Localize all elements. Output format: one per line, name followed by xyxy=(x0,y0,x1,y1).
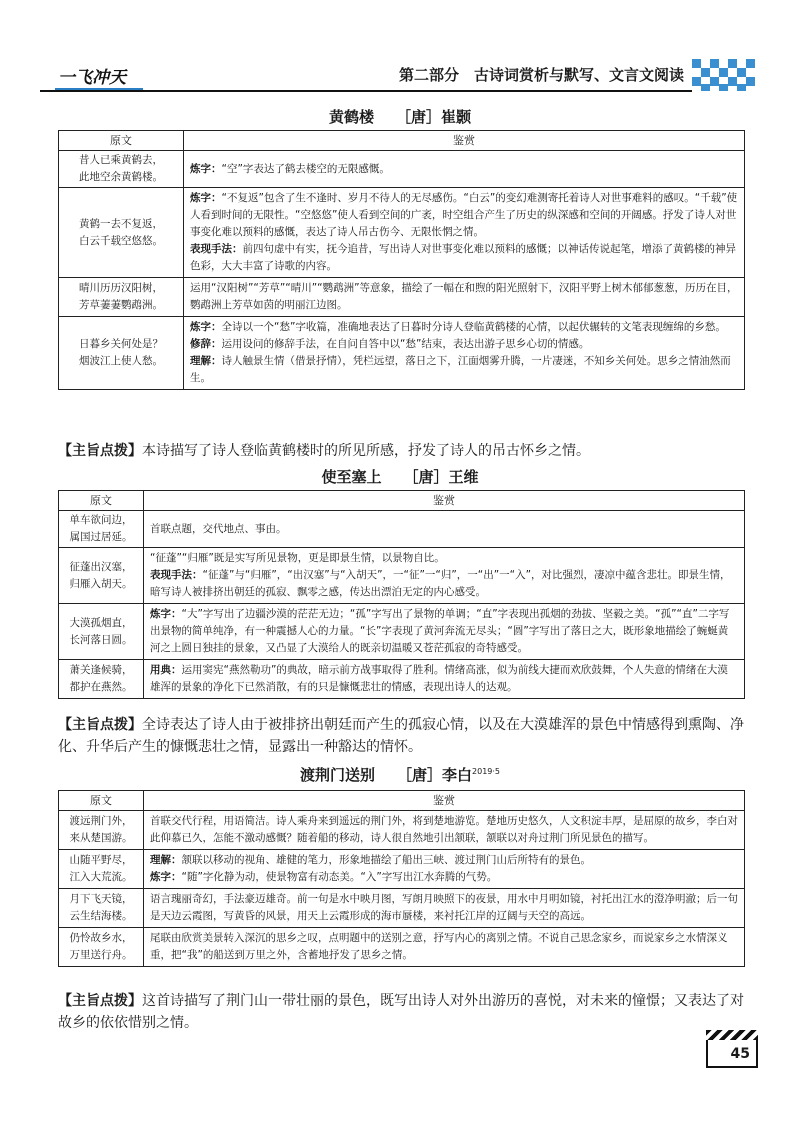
appreciation-text: 首联点题，交代地点、事由。 xyxy=(150,522,287,535)
verse-line: 山随平野尽， xyxy=(69,854,133,866)
appreciation-text: “不复返”包含了生不逢时、岁月不待人的无尽感伤。“白云”的变幻难测寄托着诗人对世事难料的感叹。“千载”使人看到时间的无限性。“空悠悠”使人看到空间的广袤，时空组合产生了历史的纵深感和空间的开阔感。抒发了诗人对世事变化难以预料的感慨，表达了诗人吊古伤今、无限怅惘之情。 xyxy=(190,192,738,238)
original-text-cell xyxy=(59,604,144,660)
appreciation-cell xyxy=(144,660,745,699)
original-text-cell xyxy=(59,151,184,188)
appreciation-cell xyxy=(144,548,745,604)
table-row xyxy=(59,928,745,967)
main-idea-text: 这首诗描写了荆门山一带壮丽的景色，既写出诗人对外出游历的喜悦，对未来的憧憬；又表达了对故乡的依依惜别之情。 xyxy=(58,993,744,1031)
main-idea-note xyxy=(58,440,748,462)
table-row xyxy=(59,151,745,188)
poem-author: ［唐］王维 xyxy=(403,468,479,486)
table-row xyxy=(59,278,745,317)
table-body xyxy=(59,811,745,967)
table-body xyxy=(59,151,745,390)
original-text-cell xyxy=(59,188,184,278)
appreciation-paragraph xyxy=(150,606,738,657)
poem-name: 渡荆门送别 xyxy=(299,766,375,784)
appreciation-paragraph xyxy=(190,336,738,353)
verse-line: 单车欲问边， xyxy=(69,514,133,526)
appreciation-text: 颔联以移动的视角、雄健的笔力，形象地描绘了船出三峡、渡过荆门山后所特有的景色。 xyxy=(181,854,591,866)
appreciation-text: 诗人触景生情（借景抒情），凭栏远望，落日之下，江面烟雾升腾，一片凄迷，不知乡关何处。思乡之情油然而生。 xyxy=(190,355,731,384)
appreciation-cell xyxy=(184,151,745,188)
technique-label: 炼字： xyxy=(190,192,222,204)
technique-label: 表现手法： xyxy=(190,243,243,255)
table-row xyxy=(59,604,745,660)
appreciation-cell xyxy=(144,850,745,889)
appreciation-text: 运用设问的修辞手法，在自问自答中以“愁”结束，表达出游子思乡心切的情感。 xyxy=(221,338,590,350)
appreciation-text: 运用“汉阳树”“芳草”“晴川”“鹦鹉洲”等意象，描绘了一幅在和煦的阳光照射下，汉阳平野上树木郁郁葱葱，历历在目，鹦鹉洲上芳草如茵的明丽江边图。 xyxy=(190,282,738,311)
brand-logo: 一飞冲天 xyxy=(58,68,126,88)
technique-label: 修辞： xyxy=(190,338,222,350)
table-row xyxy=(59,511,745,548)
verse-line: 白云千载空悠悠。 xyxy=(79,234,163,247)
appreciation-text: 首联交代行程，用语简洁。诗人乘舟来到遥远的荆门外，将到楚地游览。楚地历史悠久，人文积淀丰厚，是屈原的故乡，李白对此仰慕已久，怎能不激动感慨？随着船的移动，诗人很自然地引出颔联，颔联以对舟过荆门所见景色的描写。 xyxy=(150,815,738,844)
verse-line: 此地空余黄鹤楼。 xyxy=(79,171,163,183)
appreciation-paragraph xyxy=(150,662,738,696)
appreciation-paragraph xyxy=(150,891,738,925)
main-idea-note xyxy=(58,990,748,1034)
technique-label: 理解： xyxy=(150,854,182,866)
appreciation-paragraph xyxy=(150,852,738,869)
appreciation-text: 尾联由欣赏美景转入深沉的思乡之叹，点明题中的送别之意，抒写内心的离别之情。不说自己思念家乡，而说家乡之水情深义重，把“我”的船送到万里之外，含蓄地抒发了思乡之情。 xyxy=(150,932,728,961)
verse-line: 来从楚国游。 xyxy=(69,832,133,844)
verse-line: 都护在燕然。 xyxy=(69,681,133,693)
original-text-cell xyxy=(59,928,144,967)
table-row xyxy=(59,548,745,604)
poem-name: 黄鹤楼 xyxy=(328,108,374,126)
verse-line: 晴川历历汉阳树， xyxy=(79,282,163,294)
appreciation-paragraph xyxy=(190,280,738,314)
poem-title xyxy=(0,466,800,487)
verse-line: 昔人已乘黄鹤去， xyxy=(79,154,163,166)
verse-line: 长河落日圆。 xyxy=(69,633,133,646)
column-header-original: 原文 xyxy=(59,791,144,811)
original-text-cell xyxy=(59,811,144,850)
original-text-cell xyxy=(59,511,144,548)
poem-author: ［唐］崔颢 xyxy=(396,108,472,126)
verse-line: 日暮乡关何处是？ xyxy=(79,338,163,350)
main-idea-note xyxy=(58,714,748,758)
appreciation-paragraph xyxy=(190,161,738,178)
poem-author: ［唐］李白 xyxy=(397,766,473,784)
original-text-cell xyxy=(59,660,144,699)
appreciation-paragraph xyxy=(190,241,738,275)
page-number-box xyxy=(706,1040,758,1068)
poem-name: 使至塞上 xyxy=(321,468,382,486)
verse-line: 属国过居延。 xyxy=(69,531,133,543)
verse-line: 萧关逢候骑， xyxy=(69,664,133,676)
verse-line: 征蓬出汉塞， xyxy=(69,560,133,573)
appreciation-paragraph xyxy=(150,521,738,538)
appreciation-text: “随”字化静为动，使景物富有动态美。“入”字写出江水奔腾的气势。 xyxy=(181,871,498,883)
verse-line: 仍怜故乡水， xyxy=(69,932,133,944)
appreciation-text: 语言瑰丽奇幻，手法豪迈雄奇。前一句是水中映月图，写朗月映照下的夜景，用水中月明如镜，衬托出江水的澄净明澈；后一句是天边云霞图，写黄昏的风景，用天上云霞形成的海市蜃楼，来衬托江岸的辽阔与天空的高远。 xyxy=(150,893,738,922)
poem-title xyxy=(0,106,800,127)
table-body xyxy=(59,511,745,699)
appreciation-text: “征蓬”“归雁”既是实写所见景物，更是即景生情，以景物自比。 xyxy=(150,552,445,564)
exam-year-tag: 2019·5 xyxy=(472,767,501,776)
column-header-appreciation: 鉴赏 xyxy=(144,791,745,811)
checker-decoration xyxy=(692,59,762,93)
technique-label: 用典： xyxy=(150,664,182,676)
verse-line: 黄鹤一去不复返， xyxy=(79,217,163,230)
original-text-cell xyxy=(59,548,144,604)
column-header-appreciation: 鉴赏 xyxy=(144,491,745,511)
main-idea-label: 【主旨点拨】 xyxy=(58,717,142,733)
appreciation-cell xyxy=(184,188,745,278)
verse-line: 归雁入胡天。 xyxy=(69,577,133,590)
appreciation-text: 全诗以一个“愁”字收篇，准确地表达了日暮时分诗人登临黄鹤楼的心情，以起伏辗转的文笔表现缠绵的乡愁。 xyxy=(221,321,726,333)
original-text-cell xyxy=(59,278,184,317)
appreciation-table xyxy=(58,790,745,967)
appreciation-paragraph xyxy=(150,813,738,847)
main-idea-text: 本诗描写了诗人登临黄鹤楼时的所见所感，抒发了诗人的吊古怀乡之情。 xyxy=(142,443,590,459)
page-header xyxy=(40,55,762,93)
table-row xyxy=(59,850,745,889)
original-text-cell xyxy=(59,317,184,390)
section-title: 第二部分 古诗词赏析与默写、文言文阅读 xyxy=(398,66,684,84)
poem-title xyxy=(0,764,800,785)
appreciation-cell xyxy=(144,811,745,850)
appreciation-table xyxy=(58,490,745,699)
appreciation-paragraph xyxy=(150,930,738,964)
column-header-original: 原文 xyxy=(59,131,184,151)
table-row xyxy=(59,660,745,699)
appreciation-cell xyxy=(144,511,745,548)
table-row xyxy=(59,889,745,928)
appreciation-paragraph xyxy=(190,319,738,336)
appreciation-text: 运用窦宪“燕然勒功”的典故，暗示前方战事取得了胜利。情绪高涨，似为前线大捷而欢欣鼓舞，个人失意的情绪在大漠雄浑的景象的净化下已然消散，有的只是慷慨悲壮的情感，表现出诗人的达观。 xyxy=(150,664,728,693)
appreciation-cell xyxy=(144,889,745,928)
verse-line: 月下飞天镜， xyxy=(69,893,133,905)
table-row xyxy=(59,811,745,850)
appreciation-text: “征蓬”与“归雁”，“出汉塞”与“入胡天”，一“征”一“归”，一“出”一“入”，对比强烈，凄凉中蕴含悲壮。即景生情，暗写诗人被排挤出朝廷的孤寂、飘零之感，传达出漂泊无定的内心感受。 xyxy=(150,569,731,598)
technique-label: 表现手法： xyxy=(150,569,203,581)
appreciation-cell xyxy=(144,928,745,967)
main-idea-text: 全诗表达了诗人由于被排挤出朝廷而产生的孤寂心情，以及在大漠雄浑的景色中情感得到熏陶、净化、升华后产生的慷慨悲壮之情，显露出一种豁达的情怀。 xyxy=(58,717,744,755)
page-number: 45 xyxy=(730,1046,750,1062)
column-header-appreciation: 鉴赏 xyxy=(184,131,745,151)
appreciation-text: 前四句虚中有实，抚今追昔，写出诗人对世事变化难以预料的感慨；以神话传说起笔，增添了黄鹤楼的神异色彩，大大丰富了诗歌的内容。 xyxy=(190,243,736,272)
appreciation-cell xyxy=(184,317,745,390)
column-header-original: 原文 xyxy=(59,491,144,511)
appreciation-text: “空”字表达了鹤去楼空的无限感慨。 xyxy=(221,162,390,175)
technique-label: 炼字： xyxy=(190,321,222,333)
verse-line: 云生结海楼。 xyxy=(69,910,133,922)
verse-line: 大漠孤烟直， xyxy=(69,616,133,629)
verse-line: 芳草萋萋鹦鹉洲。 xyxy=(79,299,163,311)
appreciation-paragraph xyxy=(150,567,738,601)
appreciation-paragraph xyxy=(150,550,738,567)
appreciation-paragraph xyxy=(150,869,738,886)
verse-line: 烟波江上使人愁。 xyxy=(79,355,163,367)
technique-label: 炼字： xyxy=(190,162,222,175)
technique-label: 炼字： xyxy=(150,608,182,620)
appreciation-paragraph xyxy=(190,353,738,387)
header-rule xyxy=(40,90,700,92)
original-text-cell xyxy=(59,850,144,889)
appreciation-paragraph xyxy=(190,190,738,241)
hazard-stripe xyxy=(706,1030,758,1040)
table-row xyxy=(59,317,745,390)
appreciation-cell xyxy=(184,278,745,317)
verse-line: 渡远荆门外， xyxy=(69,815,133,827)
appreciation-text: “大”字写出了边疆沙漠的茫茫无边；“孤”字写出了景物的单调；“直”字表现出孤烟的劲拔、坚毅之美。“孤”“直”二字写出景物的简单纯净，有一种震撼人心的力量。“长”字表现了黄河奔流无尽头；“圆”字写出了落日之大，既形象地描绘了蜿蜒黄河之上圆日独挂的景象，又凸显了大漠给人的既亲切温暖又苍茫孤寂的奇特感受。 xyxy=(150,608,730,654)
verse-line: 江入大荒流。 xyxy=(69,871,133,883)
table-row xyxy=(59,188,745,278)
technique-label: 理解： xyxy=(190,355,222,367)
technique-label: 炼字： xyxy=(150,871,182,883)
appreciation-cell xyxy=(144,604,745,660)
verse-line: 万里送行舟。 xyxy=(69,949,133,961)
main-idea-label: 【主旨点拨】 xyxy=(58,443,142,459)
appreciation-table xyxy=(58,130,745,390)
main-idea-label: 【主旨点拨】 xyxy=(58,993,142,1009)
original-text-cell xyxy=(59,889,144,928)
